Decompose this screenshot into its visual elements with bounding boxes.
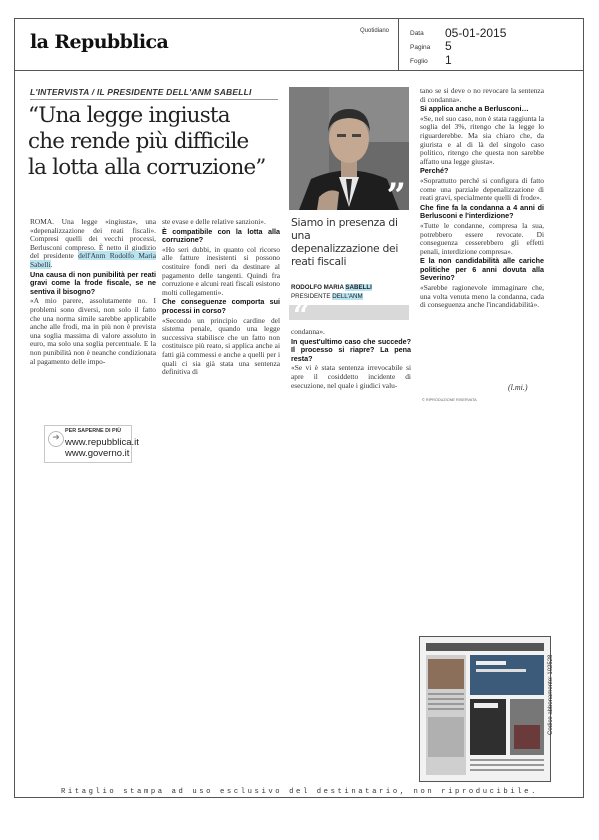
- pull-quote-author: [291, 284, 372, 291]
- headline-line: che rende più difficile: [28, 129, 249, 154]
- article-column-4: [420, 87, 544, 311]
- link-governo[interactable]: www.governo.it: [65, 448, 130, 459]
- footer-notice: Ritaglio stampa ad uso esclusivo del destinatario, non riproducibile.: [60, 788, 538, 796]
- interview-question: Che conseguenze comporta sui processi in corso?: [162, 297, 280, 315]
- article-kicker: L'INTERVISTA / IL PRESIDENTE DELL'ANM SABELLI: [30, 87, 278, 100]
- page-value: 5: [445, 39, 452, 53]
- highlighted-text: dell'Anm Rodolfo Maria Sabelli: [30, 251, 156, 269]
- interview-question: In quest'ultimo caso che succede? Il processo si riapre? La pena resta?: [291, 336, 411, 363]
- interview-question: È compatibile con la lotta alla corruzione?: [162, 226, 280, 245]
- paragraph: «A mio parere, assolutamente no. I problemi sono diversi, non solo il fatto che una norma simile sarebbe applicabile anche alle frodi, ma in più non è prevista una soglia massima di valore assoluto in euro, ma solo una soglia percentuale. E la non punibilità non è neanche condizionata al pagamento delle impo-: [30, 296, 156, 366]
- author-role: PRESIDENTE DELL'ANM: [291, 293, 363, 300]
- article-column-1: [30, 218, 156, 367]
- interview-question: Che fine fa la condanna a 4 anni di Berlusconi e l'interdizione?: [420, 202, 544, 221]
- more-info-box: [44, 425, 139, 463]
- date-value: 05-01-2015: [445, 26, 507, 40]
- paragraph: «Tutte le condanne, compresa la sua, potrebbero essere revocate. Di conseguenza cesserebbero gli effetti penali, interdizione compresa».: [420, 220, 544, 256]
- header-separator: [398, 18, 399, 70]
- header-rule: [14, 70, 584, 71]
- paragraph: «Secondo un principio cardine del sistema penale, quando una legge successiva stabilisce che un fatto non costituisce più reato, si applica anche ai fatti già commessi e anche a quelli per i quali ci sia già stata una sentenza definitiva di: [162, 315, 280, 377]
- subscription-code: Codice abbonamento: 102528: [548, 654, 554, 735]
- page-thumbnail: [419, 636, 551, 782]
- arrow-right-icon: ➜: [48, 431, 64, 447]
- date-label: Data: [410, 30, 424, 37]
- interview-question: Si applica anche a Berlusconi…: [420, 104, 529, 114]
- highlighted-text: DELL'ANM: [332, 293, 363, 300]
- paragraph: tano se si deve o no revocare la sentenza di condanna».: [420, 86, 544, 104]
- article-headline: [28, 103, 288, 181]
- sheet-label: Foglio: [410, 58, 428, 65]
- paragraph: ste evase e delle relative sanzioni».: [162, 217, 266, 226]
- close-quote-icon: ”: [386, 176, 406, 210]
- paragraph: condanna».: [291, 327, 325, 336]
- paragraph: «Soprattutto perché si configura di fatto come una parziale depenalizzazione di reati gravi, specialmente quelli di frode».: [420, 175, 544, 203]
- interview-question: Una causa di non punibilità per reati gravi come la frode fiscale, se ne sentiva il bisogno?: [30, 269, 156, 296]
- newspaper-logo: la Repubblica: [30, 31, 169, 53]
- article-column-3: [291, 328, 411, 391]
- open-quote-icon: “: [293, 299, 310, 332]
- interview-question: Perché?: [420, 166, 449, 176]
- paragraph: «Se vi è stata sentenza irrevocabile si apre il cosiddetto incidente di esecuzione, nel quale i giudici valu-: [291, 363, 411, 390]
- headline-line: “Una legge ingiusta: [28, 103, 230, 128]
- page-label: Pagina: [410, 44, 431, 51]
- highlighted-text: SABELLI: [345, 284, 372, 291]
- headline-line: la lotta alla corruzione”: [28, 155, 266, 180]
- paragraph: ROMA. Una legge «ingiusta», una «depenalizzazione dei reati fiscali». Compresi quelli dei vecchi processi, Berlusconi compreso. È netto il giudizio del presidente dell'Anm Rodolfo Maria Sabelli.: [30, 217, 156, 269]
- paragraph: «Ho seri dubbi, in quanto col ricorso alle fatture inesistenti si possono costituire fondi neri da destinare al pagamento delle tangenti. Quindi fra corruzione e alcuni reati fiscali esistono molti collegamenti».: [162, 244, 280, 297]
- link-repubblica[interactable]: www.repubblica.it: [65, 437, 139, 448]
- author-signature: (l.mi.): [508, 383, 528, 392]
- interview-question: E la non candidabilità alle cariche politiche per 6 anni dovuta alla Severino?: [420, 256, 544, 283]
- portrait-photo: [289, 87, 409, 210]
- paragraph: «Sarebbe ragionevole immaginare che, una volta venuta meno la condanna, cada di conseguenza anche l'incandidabilità».: [420, 283, 544, 310]
- sheet-value: 1: [445, 53, 452, 67]
- pull-quote: Siamo in presenza di una depenalizzazione dei reati fiscali: [291, 216, 399, 268]
- paragraph: «Se, nel suo caso, non è stata raggiunta la soglia del 3%, ritengo che la legge lo riguarderebbe. Ma sia chiaro che, da giurista e al di là del singolo caso politico, ritengo che questa non sarebbe affatto una legge giusta».: [420, 113, 544, 166]
- more-info-title: PER SAPERNE DI PIÙ: [65, 428, 122, 434]
- publication-type: Quotidiano: [360, 28, 390, 34]
- article-column-2: [162, 218, 280, 378]
- copyright-notice: © RIPRODUZIONE RISERVATA: [422, 398, 477, 402]
- author-name: RODOLFO MARIA SABELLI: [291, 284, 372, 291]
